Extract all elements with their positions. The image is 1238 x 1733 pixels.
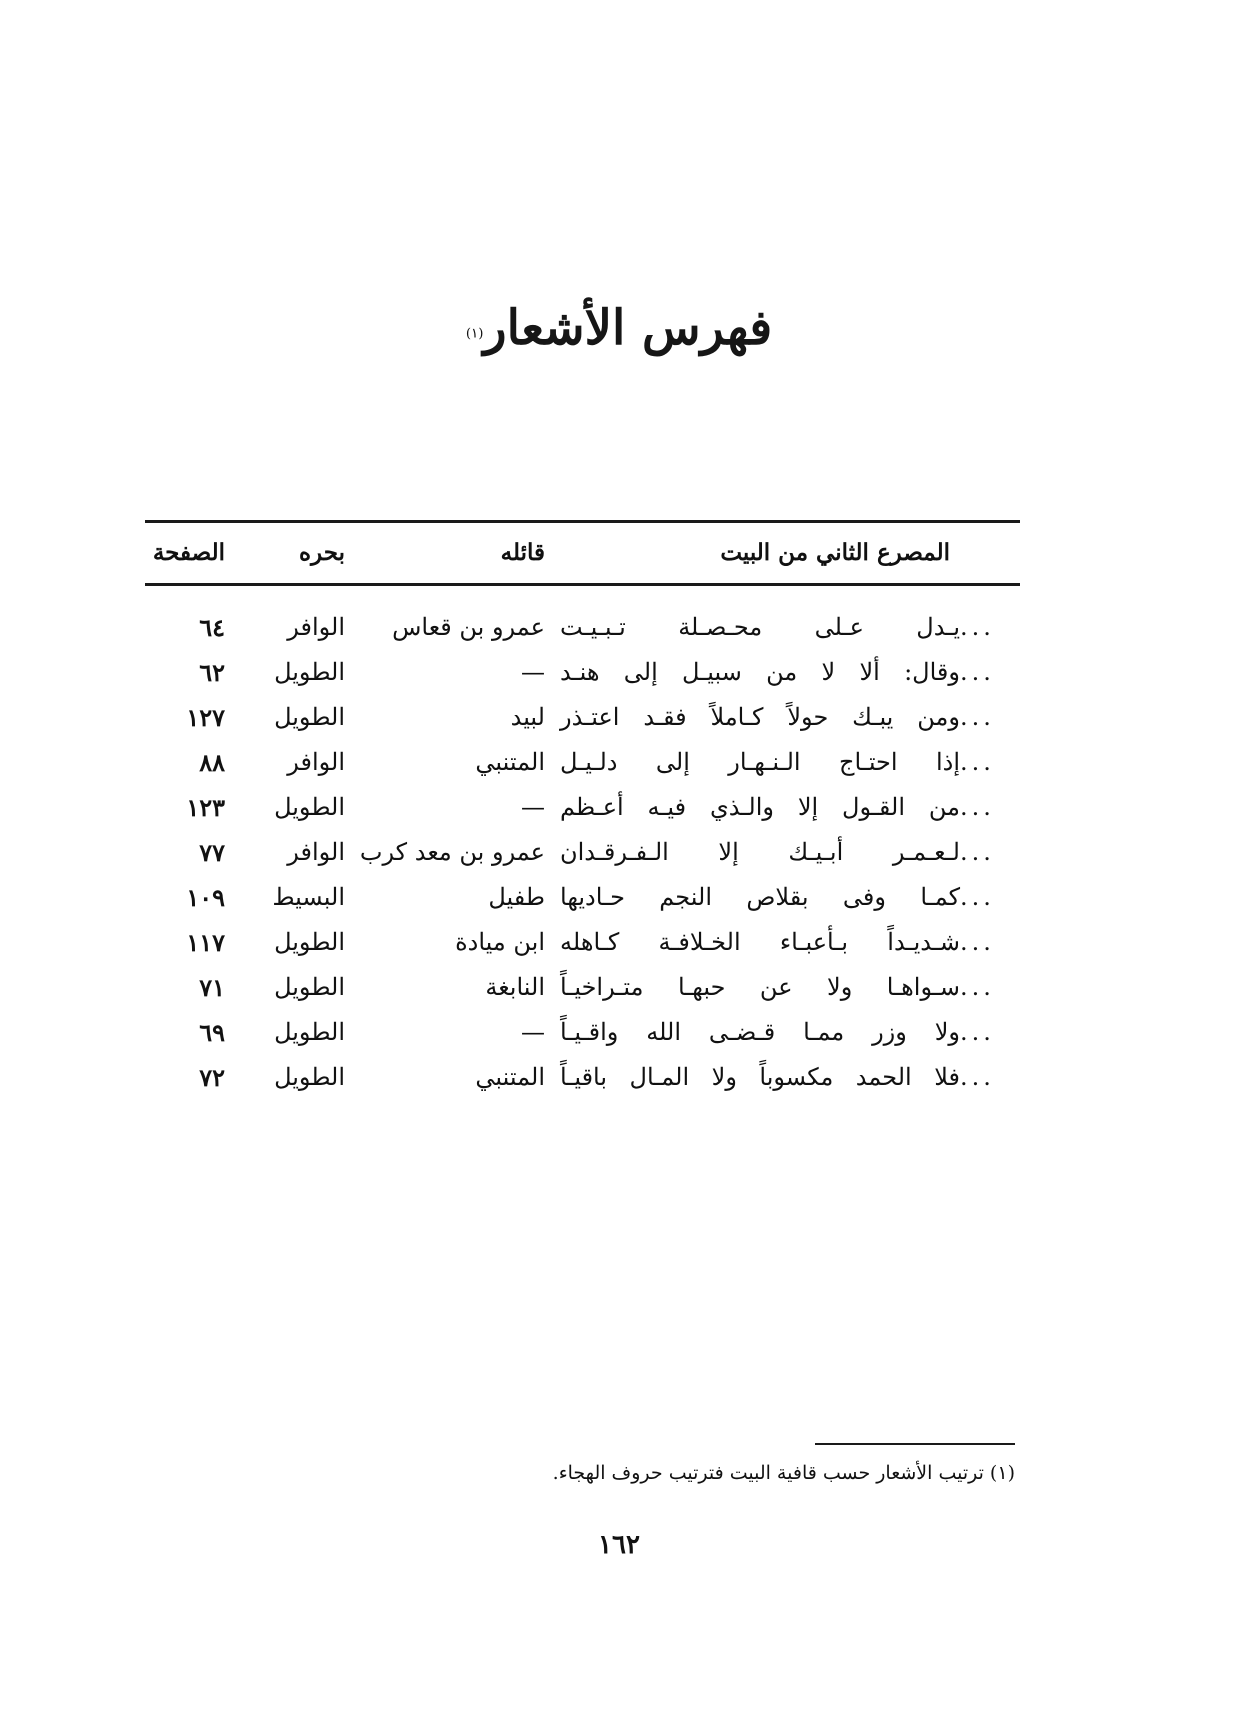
page-cell: ١٢٧ xyxy=(186,702,225,732)
table-row xyxy=(145,785,1020,829)
table-header-row xyxy=(145,530,1020,574)
page-cell: ٨٨ xyxy=(199,747,225,777)
table-row xyxy=(145,965,1020,1009)
footnote-rule xyxy=(815,1443,1015,1445)
table-row xyxy=(145,650,1020,694)
meter-cell: الوافر xyxy=(287,613,345,641)
verse-cell xyxy=(560,883,1020,911)
meter-cell: الوافر xyxy=(287,748,345,776)
verse-cell xyxy=(560,1063,1020,1091)
ellipsis: ... xyxy=(960,748,995,776)
page-cell: ١٢٣ xyxy=(186,792,225,822)
header-verse: المصرع الثاني من البيت xyxy=(720,538,950,566)
verse-text: وقال: ألا لا من سبيـل إلى هنـد xyxy=(560,658,960,686)
page-cell: ٦٩ xyxy=(199,1017,225,1047)
poet-cell: — xyxy=(521,658,545,686)
page-cell: ١٠٩ xyxy=(186,882,225,912)
poet-cell: طفيل xyxy=(488,883,545,911)
verse-cell xyxy=(560,838,1020,866)
verse-text: فلا الحمد مكسوباً ولا المـال باقيـاً xyxy=(560,1063,960,1091)
table-row xyxy=(145,740,1020,784)
verse-text: من القـول إلا والـذي فيـه أعـظم xyxy=(560,793,960,821)
meter-cell: البسيط xyxy=(272,883,345,911)
verse-cell xyxy=(560,613,1020,641)
verse-cell xyxy=(560,793,1020,821)
verse-cell xyxy=(560,748,1020,776)
ellipsis: ... xyxy=(960,793,995,821)
ellipsis: ... xyxy=(960,703,995,731)
page-cell: ٦٢ xyxy=(199,657,225,687)
poet-cell: ابن ميادة xyxy=(455,928,545,956)
verse-text: كمـا وفى بقلاص النجم حـاديها xyxy=(560,883,960,911)
ellipsis: ... xyxy=(960,658,995,686)
poet-cell: المتنبي xyxy=(475,748,545,776)
poet-cell: عمرو بن معد كرب xyxy=(359,838,545,866)
verse-text: ولا وزر ممـا قـضـى الله واقـيـاً xyxy=(560,1018,960,1046)
verse-cell xyxy=(560,703,1020,731)
footnote: (١) ترتيب الأشعار حسب قافية البيت فترتيب حروف الهجاء. xyxy=(552,1462,1015,1484)
ellipsis: ... xyxy=(960,1018,995,1046)
verse-text: إذا احتـاج الـنـهـار إلى دلـيـل xyxy=(560,748,960,776)
page-cell: ٦٤ xyxy=(199,612,225,642)
poet-cell: النابغة xyxy=(485,973,545,1001)
meter-cell: الطويل xyxy=(274,793,345,821)
table-row xyxy=(145,605,1020,649)
ellipsis: ... xyxy=(960,883,995,911)
title-footnote-marker: (١) xyxy=(465,326,484,342)
poet-cell: — xyxy=(521,793,545,821)
header-poet: قائله xyxy=(500,538,545,566)
meter-cell: الطويل xyxy=(274,973,345,1001)
table-row xyxy=(145,695,1020,739)
poet-cell: عمرو بن قعاس xyxy=(392,613,545,641)
poet-cell: المتنبي xyxy=(475,1063,545,1091)
ellipsis: ... xyxy=(960,973,995,1001)
page-cell: ٧٢ xyxy=(199,1062,225,1092)
table-row xyxy=(145,830,1020,874)
ellipsis: ... xyxy=(960,928,995,956)
poet-cell: لبيد xyxy=(510,703,545,731)
title-text: فهرس الأشعار xyxy=(483,300,773,356)
meter-cell: الوافر xyxy=(287,838,345,866)
table-row xyxy=(145,1010,1020,1054)
verse-cell xyxy=(560,1018,1020,1046)
verse-cell xyxy=(560,658,1020,686)
verse-text: سـواهـا ولا عن حبهـا متـراخيـاً xyxy=(560,973,960,1001)
table-row xyxy=(145,875,1020,919)
page-cell: ٧١ xyxy=(199,972,225,1002)
verse-text: ومن يبـك حولاً كـاملاً فقـد اعتـذر xyxy=(560,703,960,731)
table-row xyxy=(145,920,1020,964)
ellipsis: ... xyxy=(960,1063,995,1091)
verse-text: لـعـمـر أبـيـك إلا الـفـرقـدان xyxy=(560,838,960,866)
page-cell: ١١٧ xyxy=(186,927,225,957)
meter-cell: الطويل xyxy=(274,1063,345,1091)
header-page: الصفحة xyxy=(152,538,225,566)
verse-cell xyxy=(560,928,1020,956)
header-meter: بحره xyxy=(299,538,345,566)
ellipsis: ... xyxy=(960,613,995,641)
page-cell: ٧٧ xyxy=(199,837,225,867)
meter-cell: الطويل xyxy=(274,1018,345,1046)
poetry-index-table xyxy=(145,0,1020,1100)
verse-cell xyxy=(560,973,1020,1001)
meter-cell: الطويل xyxy=(274,703,345,731)
verse-text: شـديـداً بـأعبـاء الخـلافـة كـاهله xyxy=(560,928,960,956)
meter-cell: الطويل xyxy=(274,928,345,956)
page-number: ١٦٢ xyxy=(598,1530,640,1560)
table-row xyxy=(145,1055,1020,1099)
ellipsis: ... xyxy=(960,838,995,866)
poet-cell: — xyxy=(521,1018,545,1046)
meter-cell: الطويل xyxy=(274,658,345,686)
verse-text: يـدل عـلى محـصـلة تـبـيـت xyxy=(560,613,960,641)
